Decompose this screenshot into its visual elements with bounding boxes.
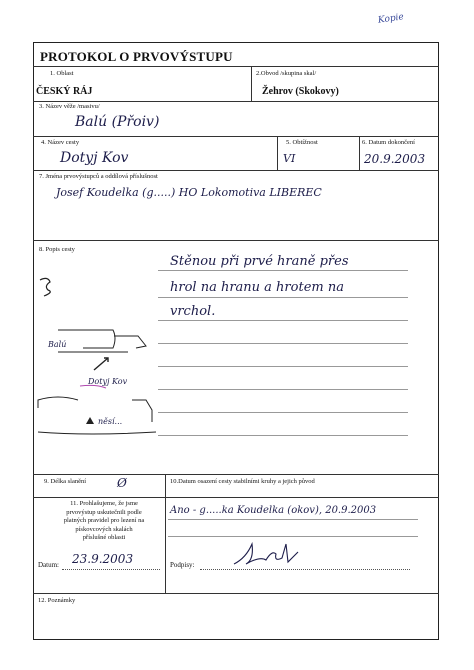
datum-value: 23.9.2003: [72, 552, 134, 566]
divider: [165, 474, 166, 593]
osazeni-value: Ano - g.....ka Koudelka (okov), 20.9.2003: [170, 505, 377, 516]
divider: [277, 136, 278, 170]
divider: [33, 593, 439, 594]
prohlaseni-label: 11. Prohlašujeme, že jsme prvovýstup uskutečnili podle platných pravidel pro lezení na pískovcových skalách příslušné oblasti: [63, 500, 145, 541]
popis-line-1: Stěnou při prvé hraně přes: [170, 254, 349, 269]
datum-label: Datum:: [38, 561, 59, 569]
sketch-label-route: Dotyj Kov: [88, 377, 128, 386]
obtiznost-value: VI: [283, 152, 296, 165]
delka-label: 9. Délka slanění: [44, 478, 87, 485]
divider: [33, 240, 439, 241]
datum-dotted-line: [62, 569, 160, 570]
corner-note: Kopie: [377, 12, 405, 26]
writing-line: [158, 412, 408, 413]
divider: [251, 66, 252, 101]
cesta-value: Dotyj Kov: [60, 150, 129, 166]
divider: [33, 170, 439, 171]
popis-label: 8. Popis cesty: [39, 246, 75, 253]
form-title: PROTOKOL O PRVOVÝSTUPU: [40, 49, 233, 64]
writing-line: [158, 297, 408, 298]
sketch-label-summit: něsí...: [98, 417, 123, 426]
obvod-label: 2.Obvod /skupina skal/: [256, 70, 317, 77]
poznamky-label: 12. Poznámky: [38, 597, 76, 604]
writing-line: [158, 320, 408, 321]
osazeni-label: 10.Datum osazení cesty stabilními kruhy a jejich původ: [170, 478, 315, 485]
writing-line: [168, 519, 418, 520]
vez-label: 3. Název věže /masivu/: [39, 103, 100, 110]
oblast-value: ČESKÝ RÁJ: [36, 86, 93, 97]
signature: [230, 540, 300, 570]
podpisy-label: Podpisy:: [170, 561, 195, 569]
prvovystupci-label: 7. Jména prvovýstupců a oddílová příslušnost: [39, 173, 158, 180]
datum-dokonceni-label: 6. Datum dokončení: [362, 139, 415, 146]
writing-line: [158, 389, 408, 390]
prvovystupci-value: Josef Koudelka (g.....) HO Lokomotiva LIBEREC: [56, 186, 322, 199]
route-sketch: [34, 262, 160, 438]
divider: [33, 497, 439, 498]
divider: [33, 101, 439, 102]
divider: [33, 136, 439, 137]
writing-line: [158, 343, 408, 344]
popis-line-3: vrchol.: [170, 304, 216, 319]
obtiznost-label: 5. Obtížnost: [286, 139, 318, 146]
vez-value: Balú (Přoiv): [75, 114, 160, 130]
writing-line: [168, 536, 418, 537]
obvod-value: Žehrov (Skokovy): [262, 86, 339, 97]
writing-line: [158, 270, 408, 271]
datum-dokonceni-value: 20.9.2003: [364, 152, 426, 166]
cesta-label: 4. Název cesty: [41, 139, 80, 146]
sketch-label-tower: Balú: [48, 340, 67, 349]
delka-value: Ø: [117, 476, 127, 490]
popis-line-2: hrol na hranu a hrotem na: [170, 280, 344, 295]
divider: [359, 136, 360, 170]
writing-line: [158, 435, 408, 436]
divider: [33, 66, 439, 67]
writing-line: [158, 366, 408, 367]
oblast-label: 1. Oblast: [50, 70, 74, 77]
divider: [33, 474, 439, 475]
